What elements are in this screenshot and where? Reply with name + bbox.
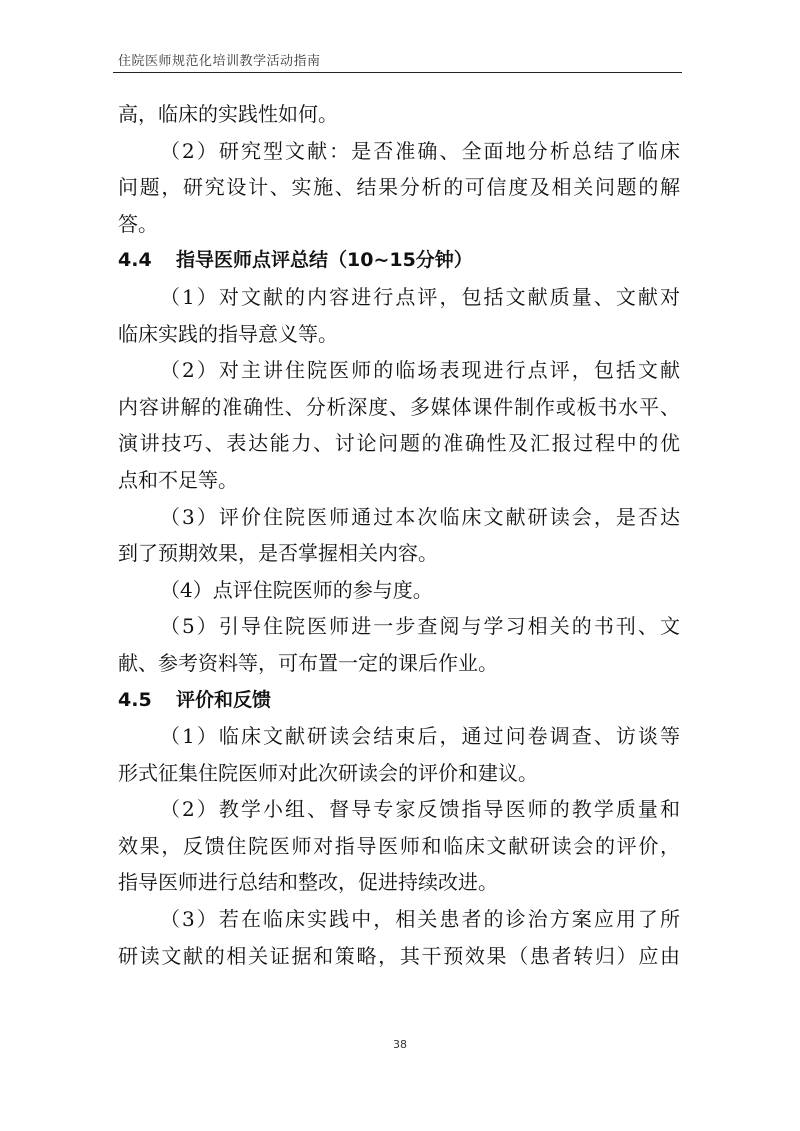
- paragraph-line: 临床实践的指导意义等。: [118, 321, 338, 346]
- running-header: 住院医师规范化培训教学活动指南: [118, 54, 321, 69]
- paragraph-line: 研读文献的相关证据和策略，其干预效果（患者转归）应由: [118, 943, 680, 968]
- paragraph-line: （1）对文献的内容进行点评，包括文献质量、文献对: [160, 284, 680, 309]
- paragraph-line: （1）临床文献研读会结束后，通过问卷调查、访谈等: [160, 724, 680, 749]
- section-number: 4.5: [118, 688, 152, 711]
- paragraph-line: 答。: [118, 211, 158, 236]
- paragraph-line: （5）引导住院医师进一步查阅与学习相关的书刊、文: [160, 614, 680, 639]
- paragraph-line: 内容讲解的准确性、分析深度、多媒体课件制作或板书水平、: [118, 394, 680, 419]
- paragraph-line: 演讲技巧、表达能力、讨论问题的准确性及汇报过程中的优: [118, 431, 680, 456]
- section-heading-4-5: [118, 682, 680, 719]
- section-heading-4-4: [118, 242, 680, 279]
- section-title: 评价和反馈: [176, 688, 272, 711]
- page-number: 38: [393, 1038, 407, 1051]
- section-number: 4.4: [118, 249, 152, 272]
- paragraph-line: （2）对主讲住院医师的临场表现进行点评，包括文献: [160, 358, 680, 383]
- page-body: [118, 96, 680, 974]
- paragraph-line: （3）若在临床实践中，相关患者的诊治方案应用了所: [160, 907, 680, 932]
- paragraph-line: 效果，反馈住院医师对指导医师和临床文献研读会的评价，: [118, 833, 680, 858]
- paragraph-line: 指导医师进行总结和整改，促进持续改进。: [118, 870, 498, 895]
- paragraph-line: 到了预期效果，是否掌握相关内容。: [118, 541, 438, 566]
- paragraph-line: 高，临床的实践性如何。: [118, 102, 338, 126]
- paragraph-line: （2）教学小组、督导专家反馈指导医师的教学质量和: [160, 797, 680, 822]
- paragraph-line: （3）评价住院医师通过本次临床文献研读会，是否达: [160, 504, 680, 529]
- paragraph-line: （4）点评住院医师的参与度。: [160, 577, 433, 602]
- paragraph-line: 形式征集住院医师对此次研读会的评价和建议。: [118, 760, 538, 785]
- paragraph-line: 问题，研究设计、实施、结果分析的可信度及相关问题的解: [118, 175, 680, 200]
- paragraph-line: （2）研究型文献：是否准确、全面地分析总结了临床: [160, 138, 680, 163]
- paragraph-line: 点和不足等。: [118, 467, 238, 492]
- paragraph-line: 献、参考资料等，可布置一定的课后作业。: [118, 650, 498, 675]
- header-divider: [113, 72, 682, 73]
- section-title: 指导医师点评总结（10~15分钟）: [176, 249, 473, 272]
